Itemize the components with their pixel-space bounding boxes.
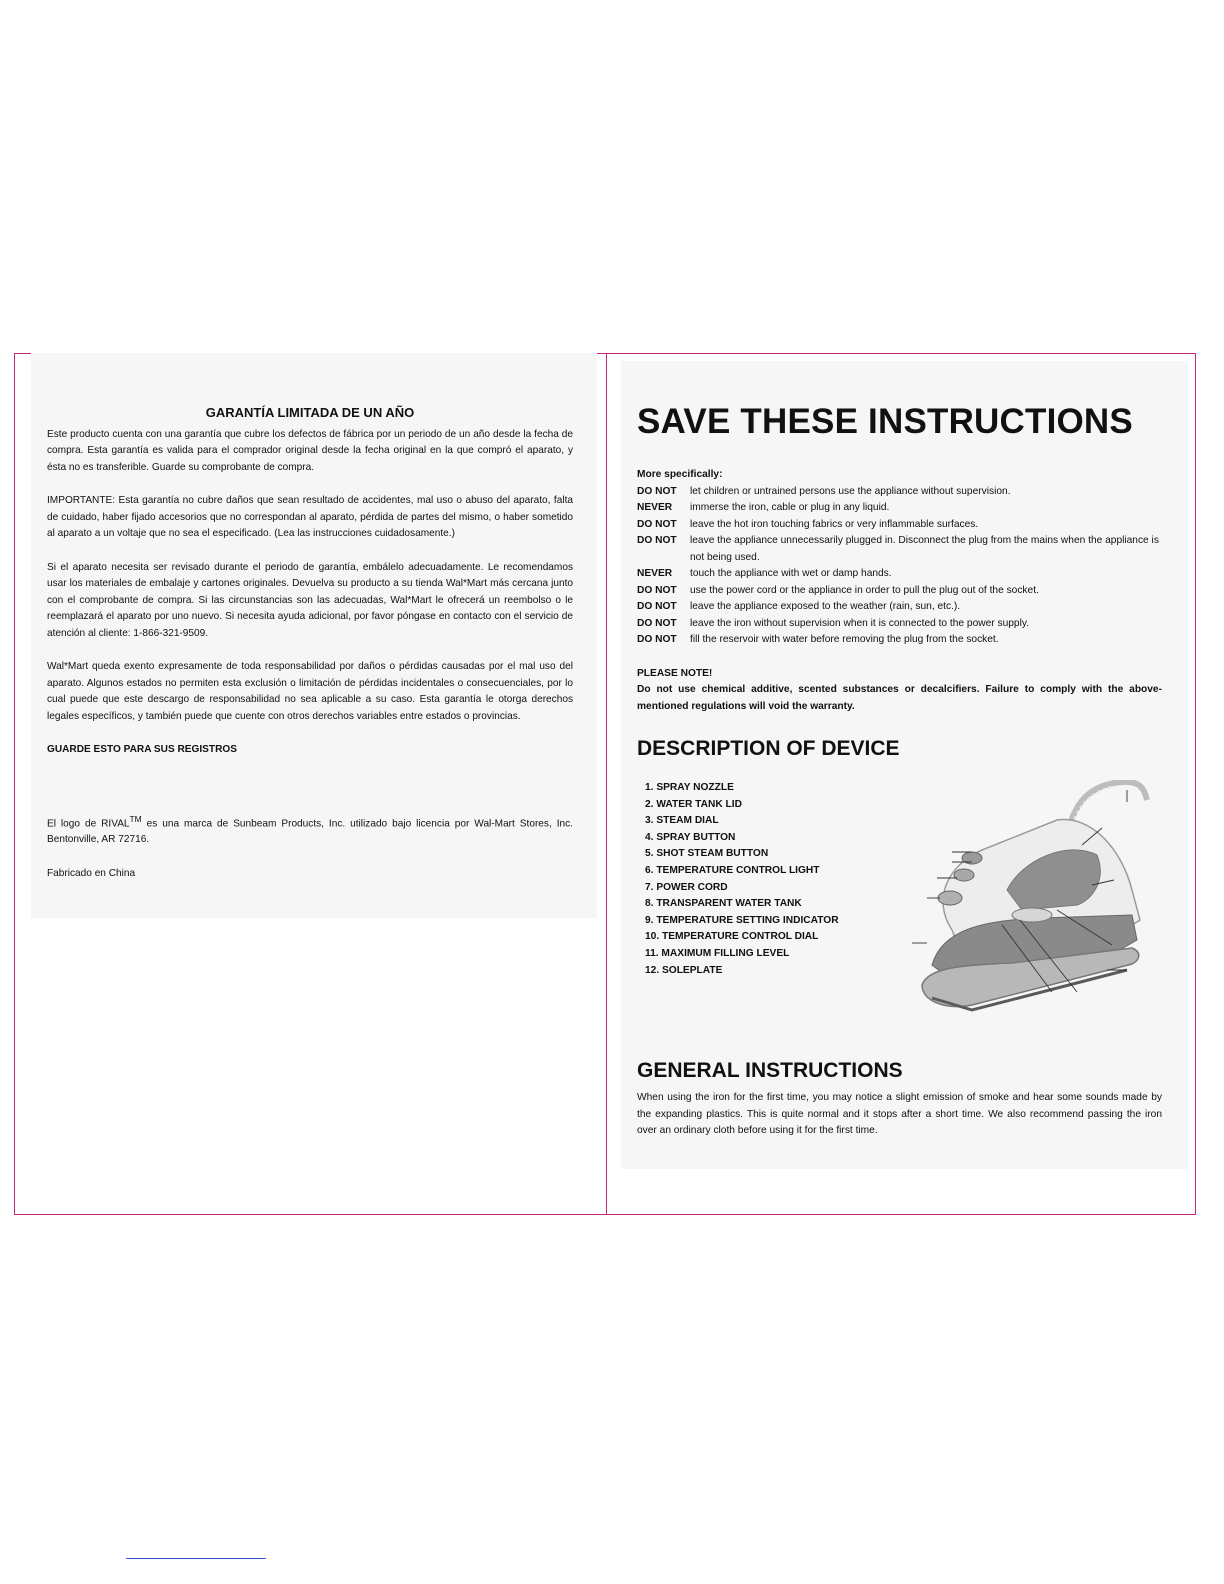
part-item: 7. POWER CORD	[645, 881, 728, 893]
please-note-title: PLEASE NOTE!	[637, 667, 713, 679]
parts-list	[645, 780, 839, 979]
rule-text: touch the appliance with wet or damp hands.	[690, 568, 892, 579]
device-description-title: DESCRIPTION OF DEVICE	[637, 737, 900, 760]
safety-rule	[637, 533, 1162, 566]
part-item: 6. TEMPERATURE CONTROL LIGHT	[645, 864, 820, 876]
part-item: 1. SPRAY NOZZLE	[645, 782, 734, 793]
trademark-text-start: El logo de RIVAL	[47, 817, 130, 829]
rule-keyword: DO NOT	[637, 601, 677, 612]
rule-text: leave the iron without supervision when it is connected to the power supply.	[690, 617, 1030, 629]
general-instructions-title: GENERAL INSTRUCTIONS	[637, 1059, 903, 1082]
service-paragraph: Si el aparato necesita ser revisado durante el periodo de garantía, embálelo adecuadamente. Le recomendamos usar los materiales de embalaje y cartones originales. Devuelva su producto a su tienda Wal*Mart más cercana junto con el comprobante de compra. Si las circunstancias son las adecuadas, Wal*Mart le ofrecerá un reembolso o le reemplazará el aparato por uno nuevo. Si necesita ayuda adicional, por favor póngase en contacto con el servicio de atención al cliente: 1-866-321-9509.	[47, 561, 573, 639]
device-description	[637, 780, 1162, 1060]
part-item: 5. SHOT STEAM BUTTON	[645, 848, 769, 860]
rule-text: leave the appliance exposed to the weather (rain, sun, etc.).	[690, 601, 961, 612]
safety-rule	[637, 616, 1162, 633]
more-specifically-label: More specifically:	[637, 469, 723, 480]
safety-rule	[637, 566, 1162, 583]
part-item: 4. SPRAY BUTTON	[645, 831, 736, 843]
part-item: 10. TEMPERATURE CONTROL DIAL	[645, 931, 819, 943]
trademark-text-end: es una marca de Sunbeam Products, Inc. utilizado bajo licencia por Wal-Mart Stores, Inc. Bentonville, AR 72716.	[47, 817, 573, 846]
save-instructions-title: SAVE THESE INSTRUCTIONS	[637, 402, 1133, 441]
rule-keyword: NEVER	[637, 502, 673, 513]
footer-line	[126, 1558, 266, 1559]
rule-keyword: DO NOT	[637, 617, 677, 629]
trademark-notice	[47, 811, 573, 849]
keep-records-note: GUARDE ESTO PARA SUS REGISTROS	[47, 744, 237, 755]
safety-rules	[637, 484, 1162, 649]
page-divider	[606, 354, 607, 1214]
rule-keyword: DO NOT	[637, 634, 677, 645]
warranty-paragraph: Este producto cuenta con una garantía que cubre los defectos de fábrica por un periodo de un año desde la fecha de compra. Esta garantía es valida para el comprador original desde la fecha original en la que compró el aparato, y ésta no es transferible. Guarde su comprobante de compra.	[47, 428, 573, 473]
part-item: 2. WATER TANK LID	[645, 798, 742, 810]
temperature-dial-illustration	[1012, 908, 1052, 922]
safety-rule	[637, 632, 1162, 649]
part-item: 11. MAXIMUM FILLING LEVEL	[645, 947, 790, 959]
safety-rule	[637, 517, 1162, 534]
please-note-text: Do not use chemical additive, scented substances or decalcifiers. Failure to comply with the above-mentioned regulations will void the warranty.	[637, 684, 1162, 712]
rule-keyword: DO NOT	[637, 584, 677, 596]
safety-rule	[637, 583, 1162, 600]
rule-text: leave the hot iron touching fabrics or very inflammable surfaces.	[690, 518, 979, 530]
part-item: 9. TEMPERATURE SETTING INDICATOR	[645, 914, 839, 926]
steam-iron-diagram	[892, 780, 1172, 1020]
rule-text: leave the appliance unnecessarily plugged in. Disconnect the plug from the mains when the appliance is not being used.	[690, 535, 1159, 563]
safety-rule	[637, 599, 1162, 616]
made-in-label: Fabricado en China	[47, 867, 136, 879]
liability-paragraph: Wal*Mart queda exento expresamente de toda responsabilidad por daños o pérdidas causadas por el mal uso del aparato. Algunos estados no permiten esta exclusión o limitación de pérdidas incidentales o consecuenciales, por lo cual puede que este descargo de responsabilidad no sea aplicable a su caso. Esta garantía le otorga derechos legales específicos, y también puede que cuente con otros derechos variables entre estados o provincias.	[47, 661, 573, 722]
rule-text: use the power cord or the appliance in order to pull the plug out of the socket.	[690, 584, 1039, 596]
part-item: 12. SOLEPLATE	[645, 964, 723, 976]
part-item: 3. STEAM DIAL	[645, 815, 719, 827]
rule-text: let children or untrained persons use the appliance without supervision.	[690, 485, 1011, 497]
rule-text: fill the reservoir with water before removing the plug from the socket.	[690, 634, 999, 645]
safety-rule	[637, 484, 1162, 501]
warranty-title: GARANTÍA LIMITADA DE UN AÑO	[205, 405, 415, 420]
spray-button-illustration	[954, 869, 974, 881]
rule-keyword: NEVER	[637, 568, 673, 579]
rule-keyword: DO NOT	[637, 518, 677, 530]
trademark-symbol: TM	[129, 813, 142, 824]
safety-rule	[637, 500, 1162, 517]
important-paragraph: IMPORTANTE: Esta garantía no cubre daños que sean resultado de accidentes, mal uso o abuso del aparato, falta de cuidado, haber fijado accesorios que no correspondan al aparato, pérdida de partes del mismo, o haber sometido al aparato a un voltaje que no sea el especificado. (Lea las instrucciones cuidadosamente.)	[47, 495, 573, 539]
right-page	[637, 402, 1162, 1140]
rule-text: immerse the iron, cable or plug in any liquid.	[690, 502, 890, 513]
left-page	[47, 405, 573, 899]
rule-keyword: DO NOT	[637, 485, 677, 497]
part-item: 8. TRANSPARENT WATER TANK	[645, 898, 802, 910]
rule-keyword: DO NOT	[637, 535, 677, 546]
general-instructions-text: When using the iron for the first time, you may notice a slight emission of smoke and hear some sounds made by the expanding plastics. This is quite normal and it stops after a short time. We also recommend passing the iron over an ordinary cloth before using it for the first time.	[637, 1092, 1162, 1136]
steam-dial-illustration	[938, 891, 962, 905]
